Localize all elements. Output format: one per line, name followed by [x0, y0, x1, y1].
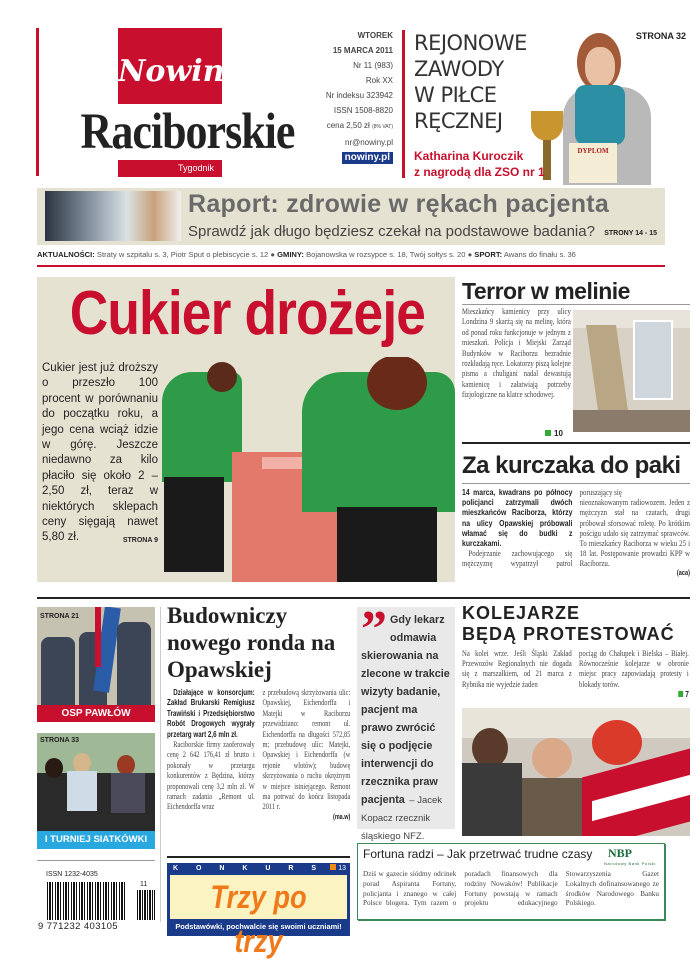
kurczak-text1: Podejrzanie zachowującego się mężczyznę wypatrzył patrol poruszający się [462, 487, 622, 569]
report-pages: STRONY 14 - 15 [604, 230, 657, 237]
quote-icon: ” [361, 601, 387, 658]
kolejarze-body [462, 649, 689, 700]
news-ticker: AKTUALNOŚCI: Straty w szpitalu s. 3, Piotr Sput o plebiscycie s. 12 ● GMINY: Bojanowska w rozsypce s. 18, Twój sołtys s. 20 ● SPORT: Awans do finału s. 36 [37, 250, 576, 259]
barcode-number: 9 771232 403105 [38, 921, 118, 932]
quote-text: Gdy lekarz odmawia skierowania na zlecone w trakcie wizyty badanie, pacjent ma prawo zwrócić się o podjęcie interwencji do rzecznika praw pacjenta [361, 614, 450, 806]
konkurs-box[interactable] [167, 863, 350, 959]
quote-attribution: – Jacek Kopacz rzecznik śląskiego NFZ. [361, 795, 443, 842]
teaser-title[interactable]: REJONOWE ZAWODY W PIŁCE RĘCZNEJ [414, 31, 527, 133]
nbp-full: Narodowy Bank Polski [604, 861, 657, 866]
fortuna-box[interactable] [357, 843, 665, 920]
logo-main: Raciborskie [80, 103, 295, 160]
logo[interactable] [70, 28, 305, 178]
kolejarze-page: 7 [579, 690, 689, 700]
trophy-icon [531, 111, 563, 141]
teaser-caption: Katharina Kuroczik z nagrodą dla ZSO nr 1 [414, 149, 545, 179]
konkurs-header: K O N K U R S [173, 865, 325, 872]
page-divider [37, 597, 690, 599]
kurczak-text2: nieoznakowanym radiowozem. Jeden z mężczyzn stał na czatach, drugi próbował sforsować roletę. Po krótkim pościgu udało się zatrzymać sprawców. To mieszkańcy Raciborza w wieku 25 i 18 lat. Postępowanie prowadzi KPP w Raciborzu. [579, 497, 690, 569]
issue-info [300, 28, 393, 165]
konkurs-title: Trzy po trzy [210, 879, 307, 959]
section-rule [462, 442, 690, 444]
issn-label: ISSN 1232-4035 [46, 871, 98, 878]
main-story-text-block [42, 361, 158, 549]
column-rule [160, 607, 161, 922]
diploma: DYPLOM [569, 143, 617, 183]
konkurs-subtitle: Podstawówki, pochwalcie się swoimi uczniami! [175, 922, 342, 931]
green-square-icon [545, 430, 551, 436]
rondo-title[interactable]: Budowniczy nowego ronda na Opawskiej [167, 603, 336, 682]
green-square-icon [678, 691, 683, 697]
main-story-photo [162, 357, 455, 582]
osp-photo[interactable] [37, 607, 155, 705]
kurczak-title[interactable]: Za kurczaka do paki [462, 452, 681, 479]
kolejarze-text2: pociąg do Chałupek i Bielska – Białej. Równocześnie kolejarze w obronie miejsc pracy zapowiadają protesty i blokady torów. [579, 649, 689, 689]
volley-photo[interactable] [37, 733, 155, 831]
volley-page: STRONA 33 [40, 737, 80, 744]
rondo-rule [167, 856, 350, 858]
report-banner[interactable] [37, 188, 665, 245]
barcode [47, 882, 127, 920]
issn: ISSN 1508-8820 [333, 106, 393, 115]
osp-label[interactable]: OSP PAWŁÓW [37, 705, 155, 722]
date: 15 MARCA 2011 [332, 46, 393, 55]
rondo-lead: Działające w konsorcjum: Zakład Brukarski Remigiusz Trawiński i Przedsiębiorstwo Robót Drogowych wygrały przetarg wart 2,6 mln zł. [167, 688, 255, 739]
ticker-item[interactable]: Awans do finału s. 36 [503, 250, 576, 259]
kolejarze-text1: Na kolei wrze. Jeśli Śląski Zakład Przewozów Regionalnych nie dogada się z marszałkiem, od 21 marca z Rybnika nie wyjedzie żaden [462, 649, 572, 689]
barcode-addon [137, 890, 155, 920]
fortuna-text: Dziś w gazecie siódmy odcinek porad Aspiranta Fortuny, policjanta i znanego w całej Polsce blogera. Tym razem o poradach finansowych dla rodziny Nowaków! Publikacje Fortuny powstają w ramach projektu edukacyjnego Stowarzyszenia Gazet Lokalnych dofinansowanego ze środków Narodowego Banku Polskiego. [363, 870, 659, 908]
kurczak-lead: 14 marca, kwadrans po północy policjanci zatrzymali dwóch mieszkańców Raciborza, którzy na ulicy Opawskiej próbowali włamać się do budki z kurczakami. [462, 487, 573, 549]
rondo-body [167, 688, 350, 823]
ticker-item[interactable]: Bojanowska w rozsypce s. 18, Twój sołtys s. 20 [306, 250, 466, 259]
terror-title[interactable]: Terror w melinie [462, 278, 630, 304]
issue-number: Nr 11 (983) [353, 61, 393, 70]
main-story[interactable] [37, 277, 455, 582]
report-photo [45, 191, 181, 241]
kolejarze-photo [462, 708, 690, 836]
report-subtitle: Sprawdź jak długo będziesz czekał na podstawowe badania? [188, 223, 595, 240]
konkurs-page: 13 [330, 864, 346, 872]
web-logo[interactable]: nowiny.pl [342, 152, 393, 164]
email-link[interactable]: nr@nowiny.pl [345, 138, 393, 147]
nbp-logo: NBP [608, 846, 632, 860]
kolejarze-title[interactable]: KOLEJARZE BĘDĄ PROTESTOWAĆ [462, 603, 675, 644]
barcode-issue: 11 [140, 881, 148, 888]
main-story-title: Cukier drożeje [69, 279, 426, 348]
terror-text: Mieszkańcy kamienicy przy ulicy Londzina 9 skarżą się na melinę, która od ponad roku funkcjonuje w jednym z mieszkań. Policja i Miejski Zarząd Budynków w Raciborzu bezradnie rozkładają ręce. Lokatorzy piszą kolejne pisma a chuligani nadal dewastują kamienicę i załatwiają potrzeby fizjologiczne na klatce schodowej. [462, 307, 571, 400]
kurczak-body [462, 487, 690, 579]
ticker-item[interactable]: Straty w szpitalu s. 3, Piotr Sput o plebiscycie s. 12 [96, 250, 269, 259]
teaser-rule [402, 30, 405, 178]
teaser-page: STRONA 32 [635, 31, 686, 41]
index-number: Nr indeksu 323942 [325, 91, 393, 100]
masthead-rule [36, 28, 39, 176]
report-title: Raport: zdrowie w rękach pacjenta [188, 190, 610, 218]
rondo-text1: Raciborskie firmy zaoferowały cenę 2 642 176,41 zł brutto i pokonały w przetargu konkurentów z Będzina, którzy proponowali cenę 3,2 mln zł. W ramach zadania „Remont ul. Eichendorffa wraz [167, 740, 255, 812]
terror-rule [462, 304, 690, 305]
rondo-text2: z przebudową skrzyżowania ulic: Opawskiej, Eichendorffa i Matejki w Raciborzu przewidziano: remont ul. Eichendorffa na długości 572,85 m; przebudowę ulic: Matejki, Opawskiej i Eichendorffa (w rejonie wlotów); budowę skrzyżowania o ruchu okrężnym w miejsce istniejącego. Remont ma potrwać do końca listopada 2011 r. [262, 688, 351, 812]
price: cena 2,50 zł (8% VAT) [326, 121, 393, 130]
terror-photo [573, 310, 690, 432]
kurczak-rule [462, 483, 690, 484]
year: Rok XX [365, 76, 393, 85]
main-story-page: STRONA 9 [122, 537, 158, 545]
logo-top: Nowiny [118, 54, 242, 89]
main-story-text: Cukier jest już droższy o przeszło 100 procent w porównaniu do początku roku, a jego cena wciąż idzie w górę. Jeszcze niedawno za kilo płaciło się około 2 – 2,50 zł, teraz w niektórych sklepach ceny sięgają nawet 5,80 zł. [42, 362, 158, 544]
ticker-rule [37, 265, 665, 267]
terror-page: 10 [545, 429, 563, 438]
osp-page: STRONA 21 [40, 613, 80, 620]
rondo-author: (ma.w) [333, 813, 351, 821]
quote-box [357, 601, 455, 842]
logo-sub: Tygodnik [118, 160, 222, 177]
side-rule [37, 860, 155, 861]
volley-label[interactable]: I TURNIEJ SIATKÓWKI [37, 831, 155, 849]
kurczak-author: (aca) [676, 569, 690, 577]
weekday: WTOREK [357, 31, 393, 40]
fortuna-title: Fortuna radzi – Jak przetrwać trudne czasy [363, 847, 593, 861]
